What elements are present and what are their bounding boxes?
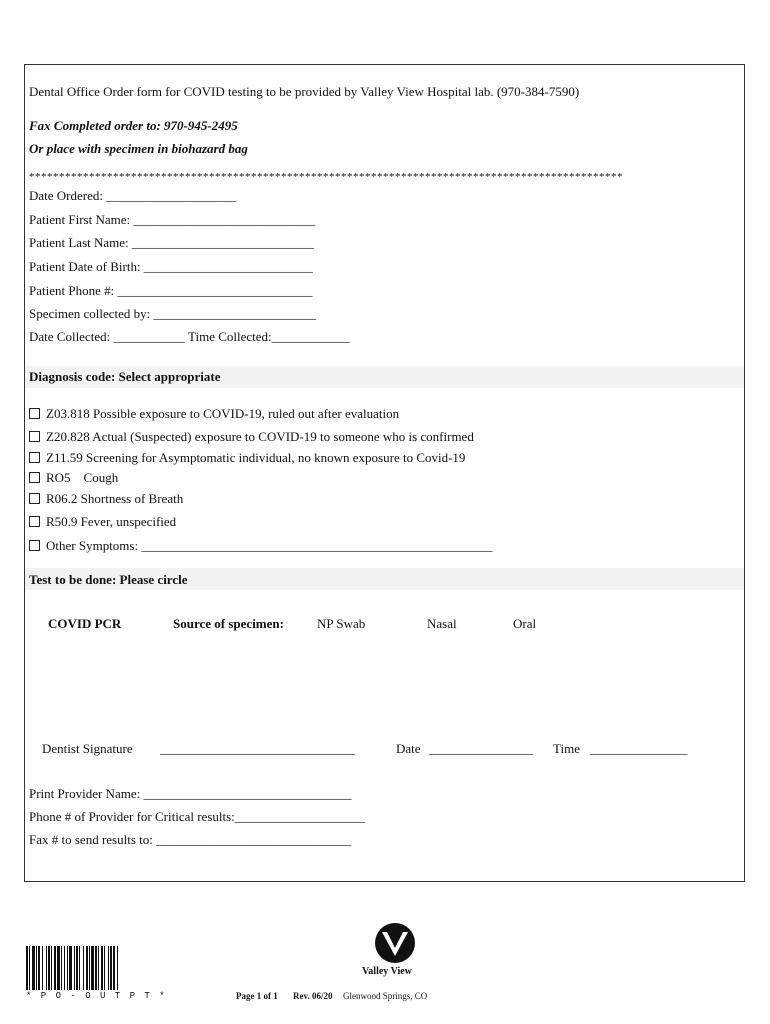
patient-phone-field[interactable]: Patient Phone #: ______________________________	[29, 283, 313, 298]
diagnosis-option[interactable]: Other Symptoms: ______________________________________________________	[29, 538, 492, 554]
checkbox-icon[interactable]	[29, 493, 40, 504]
test-heading: Test to be done: Please circle	[29, 572, 188, 587]
barcode-icon	[26, 946, 158, 990]
patient-dob-field[interactable]: Patient Date of Birth: __________________________	[29, 259, 313, 274]
fax-instruction: Fax Completed order to: 970-945-2495	[29, 118, 238, 133]
dentist-signature-label: Dentist Signature	[42, 741, 133, 756]
np-swab-option[interactable]: NP Swab	[317, 616, 366, 631]
covid-pcr-label: COVID PCR	[48, 616, 122, 631]
diagnosis-option[interactable]: R06.2 Shortness of Breath	[29, 491, 183, 507]
page-number: Page 1 of 1	[236, 991, 278, 1001]
patient-first-name-field[interactable]: Patient First Name: ____________________________	[29, 212, 316, 227]
nasal-option[interactable]: Nasal	[427, 616, 457, 631]
order-form-frame	[24, 64, 745, 882]
diagnosis-option[interactable]: RO5 Cough	[29, 470, 118, 486]
signature-time-label: Time	[553, 741, 580, 756]
valley-view-logo-icon	[374, 922, 416, 964]
signature-time-line[interactable]: _______________	[590, 741, 688, 756]
biohazard-instruction: Or place with specimen in biohazard bag	[29, 141, 248, 156]
checkbox-icon[interactable]	[29, 516, 40, 527]
diagnosis-option[interactable]: Z20.828 Actual (Suspected) exposure to COVID-19 to someone who is confirmed	[29, 429, 474, 445]
diagnosis-option[interactable]: R50.9 Fever, unspecified	[29, 514, 176, 530]
location: Glenwood Springs, CO	[343, 991, 428, 1001]
dentist-signature-line[interactable]: ______________________________	[160, 741, 355, 756]
signature-date-line[interactable]: ________________	[429, 741, 533, 756]
patient-last-name-field[interactable]: Patient Last Name: ____________________________	[29, 235, 314, 250]
source-of-specimen-label: Source of specimen:	[173, 616, 284, 631]
diagnosis-option[interactable]: Z11.59 Screening for Asymptomatic individual, no known exposure to Covid-19	[29, 450, 465, 466]
diagnosis-heading-band	[25, 366, 744, 388]
checkbox-icon[interactable]	[29, 540, 40, 551]
checkbox-icon[interactable]	[29, 472, 40, 483]
separator-stars: ***************************************************************************************************	[29, 171, 623, 183]
diagnosis-heading: Diagnosis code: Select appropriate	[29, 369, 221, 384]
provider-phone-field[interactable]: Phone # of Provider for Critical results:____________________	[29, 809, 365, 824]
checkbox-icon[interactable]	[29, 431, 40, 442]
valley-view-logo-text: Valley View	[362, 966, 412, 977]
barcode-text: * P O - O U T P T *	[26, 991, 167, 1001]
diagnosis-option[interactable]: Z03.818 Possible exposure to COVID-19, ruled out after evaluation	[29, 406, 399, 422]
oral-option[interactable]: Oral	[513, 616, 537, 631]
date-time-collected-field[interactable]: Date Collected: ___________ Time Collected:____________	[29, 329, 350, 344]
checkbox-icon[interactable]	[29, 408, 40, 419]
revision: Rev. 06/20	[293, 991, 333, 1001]
date-ordered-field[interactable]: Date Ordered: ____________________	[29, 188, 237, 203]
print-provider-name-field[interactable]: Print Provider Name: ________________________________	[29, 786, 352, 801]
intro-text: Dental Office Order form for COVID testing to be provided by Valley View Hospital lab. (970-384-7590)	[29, 84, 580, 99]
specimen-collected-by-field[interactable]: Specimen collected by: _________________________	[29, 306, 317, 321]
test-heading-band	[25, 568, 744, 590]
checkbox-icon[interactable]	[29, 452, 40, 463]
signature-date-label: Date	[396, 741, 421, 756]
results-fax-field[interactable]: Fax # to send results to: ______________________________	[29, 832, 352, 847]
